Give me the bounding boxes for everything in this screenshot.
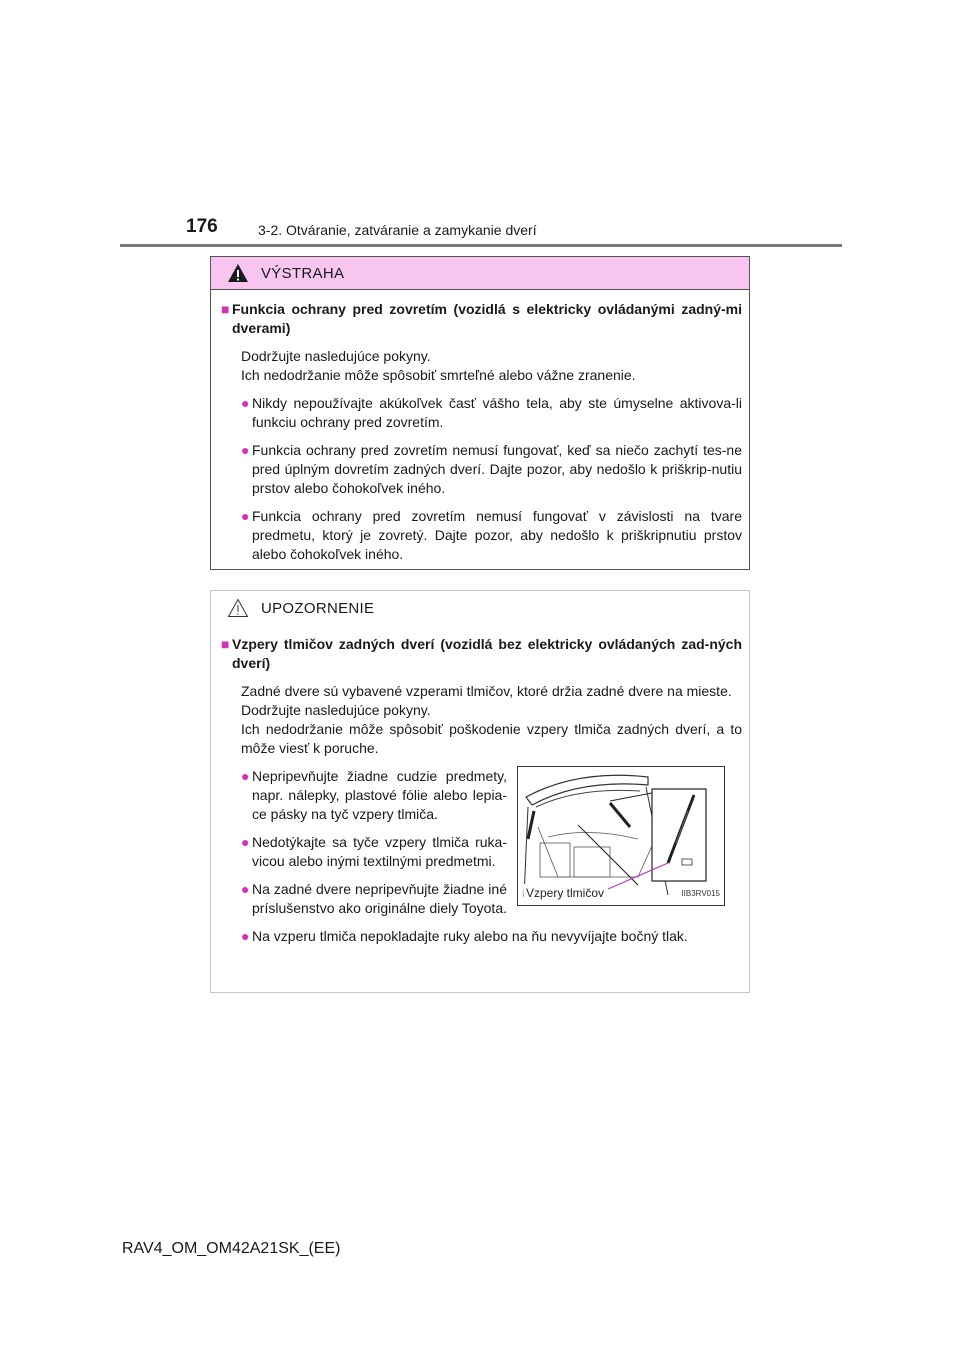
caution-intro-line: Ich nedodržanie môže spôsobiť poškodenie vzpery tlmiča zadných dverí, a to môže viesť k poruche. <box>241 721 742 756</box>
warning-bullet <box>241 507 742 564</box>
warning-triangle-icon <box>227 263 249 283</box>
circle-bullet-icon: ● <box>241 508 250 524</box>
warning-heading-text: Funkcia ochrany pred zovretím (vozidlá s elektricky ovládanými zadný-mi dverami) <box>232 301 742 336</box>
warning-box <box>210 256 750 570</box>
caution-bullet-text: Na zadné dvere nepripevňujte žiadne iné príslušenstvo ako originálne diely Toyota. <box>252 881 508 916</box>
circle-bullet-icon: ● <box>241 881 250 897</box>
caution-bullet-text: Na vzperu tlmiča nepokladajte ruky alebo na ňu nevyvíjajte bočný tlak. <box>252 928 688 944</box>
caution-intro <box>241 682 742 758</box>
page-number: 176 <box>186 216 218 237</box>
warning-bullet <box>241 394 742 432</box>
caution-bullet <box>241 880 507 918</box>
caution-intro-line: Dodržujte nasledujúce pokyny. <box>241 702 431 718</box>
warning-heading <box>221 300 742 338</box>
warning-bullet-text: Funkcia ochrany pred zovretím nemusí fungovať, keď sa niečo zachytí tes-ne pred úplným dovretím zadných dverí. Dajte pozor, aby nedošlo k priškrip-nutiu prstov alebo čohokoľvek iného. <box>252 442 742 496</box>
caution-heading <box>221 635 742 673</box>
figure-code: IIB3RV015 <box>681 889 720 898</box>
section-title: 3-2. Otváranie, zatváranie a zamykanie dverí <box>258 222 537 238</box>
caution-bullet <box>241 927 742 946</box>
square-bullet-icon: ■ <box>221 301 230 317</box>
caution-bullets-left <box>221 758 507 918</box>
warning-bullet <box>241 441 742 498</box>
circle-bullet-icon: ● <box>241 442 250 458</box>
square-bullet-icon: ■ <box>221 636 230 652</box>
warning-intro <box>241 347 742 385</box>
caution-title: UPOZORNENIE <box>261 599 375 617</box>
figure-label: Vzpery tlmičov <box>524 884 606 903</box>
circle-bullet-icon: ● <box>241 395 250 411</box>
caution-bullet <box>241 833 507 871</box>
caution-heading-text: Vzpery tlmičov zadných dverí (vozidlá bez elektricky ovládaných zad-ných dverí) <box>232 636 742 671</box>
warning-title: VÝSTRAHA <box>261 264 345 282</box>
warning-header <box>211 257 749 290</box>
caution-bullet-text: Nedotýkajte sa tyče vzpery tlmiča ruka-vicou alebo inými textilnými predmetmi. <box>252 834 507 869</box>
damper-strut-illustration <box>517 766 725 906</box>
warning-intro-line: Ich nedodržanie môže spôsobiť smrteľné alebo vážne zranenie. <box>241 367 636 383</box>
caution-bullet <box>241 767 507 824</box>
circle-bullet-icon: ● <box>241 834 250 850</box>
caution-body <box>211 625 749 946</box>
caution-split <box>221 758 742 918</box>
caution-triangle-icon <box>227 598 249 618</box>
caution-intro-line: Zadné dvere sú vybavené vzperami tlmičov, ktoré držia zadné dvere na mieste. <box>241 683 732 699</box>
warning-bullet-text: Funkcia ochrany pred zovretím nemusí fungovať v závislosti na tvare predmetu, ktorý je zovretý. Dajte pozor, aby nedošlo k priškripnutiu prstov alebo čohokoľvek iného. <box>252 508 742 562</box>
header-rule <box>120 244 842 247</box>
circle-bullet-icon: ● <box>241 928 250 944</box>
caution-box <box>210 590 750 993</box>
warning-intro-line: Dodržujte nasledujúce pokyny. <box>241 348 431 364</box>
caution-bullet-text: Nepripevňujte žiadne cudzie predmety, napr. nálepky, plastové fólie alebo lepia-ce pásky na tyč vzpery tlmiča. <box>252 768 507 822</box>
caution-header <box>211 591 749 625</box>
circle-bullet-icon: ● <box>241 768 250 784</box>
warning-bullet-text: Nikdy nepoužívajte akúkoľvek časť vášho tela, aby ste úmyselne aktivova-li funkciu ochrany pred zovretím. <box>252 395 742 430</box>
warning-body <box>211 290 749 564</box>
document-code: RAV4_OM_OM42A21SK_(EE) <box>122 1240 341 1257</box>
